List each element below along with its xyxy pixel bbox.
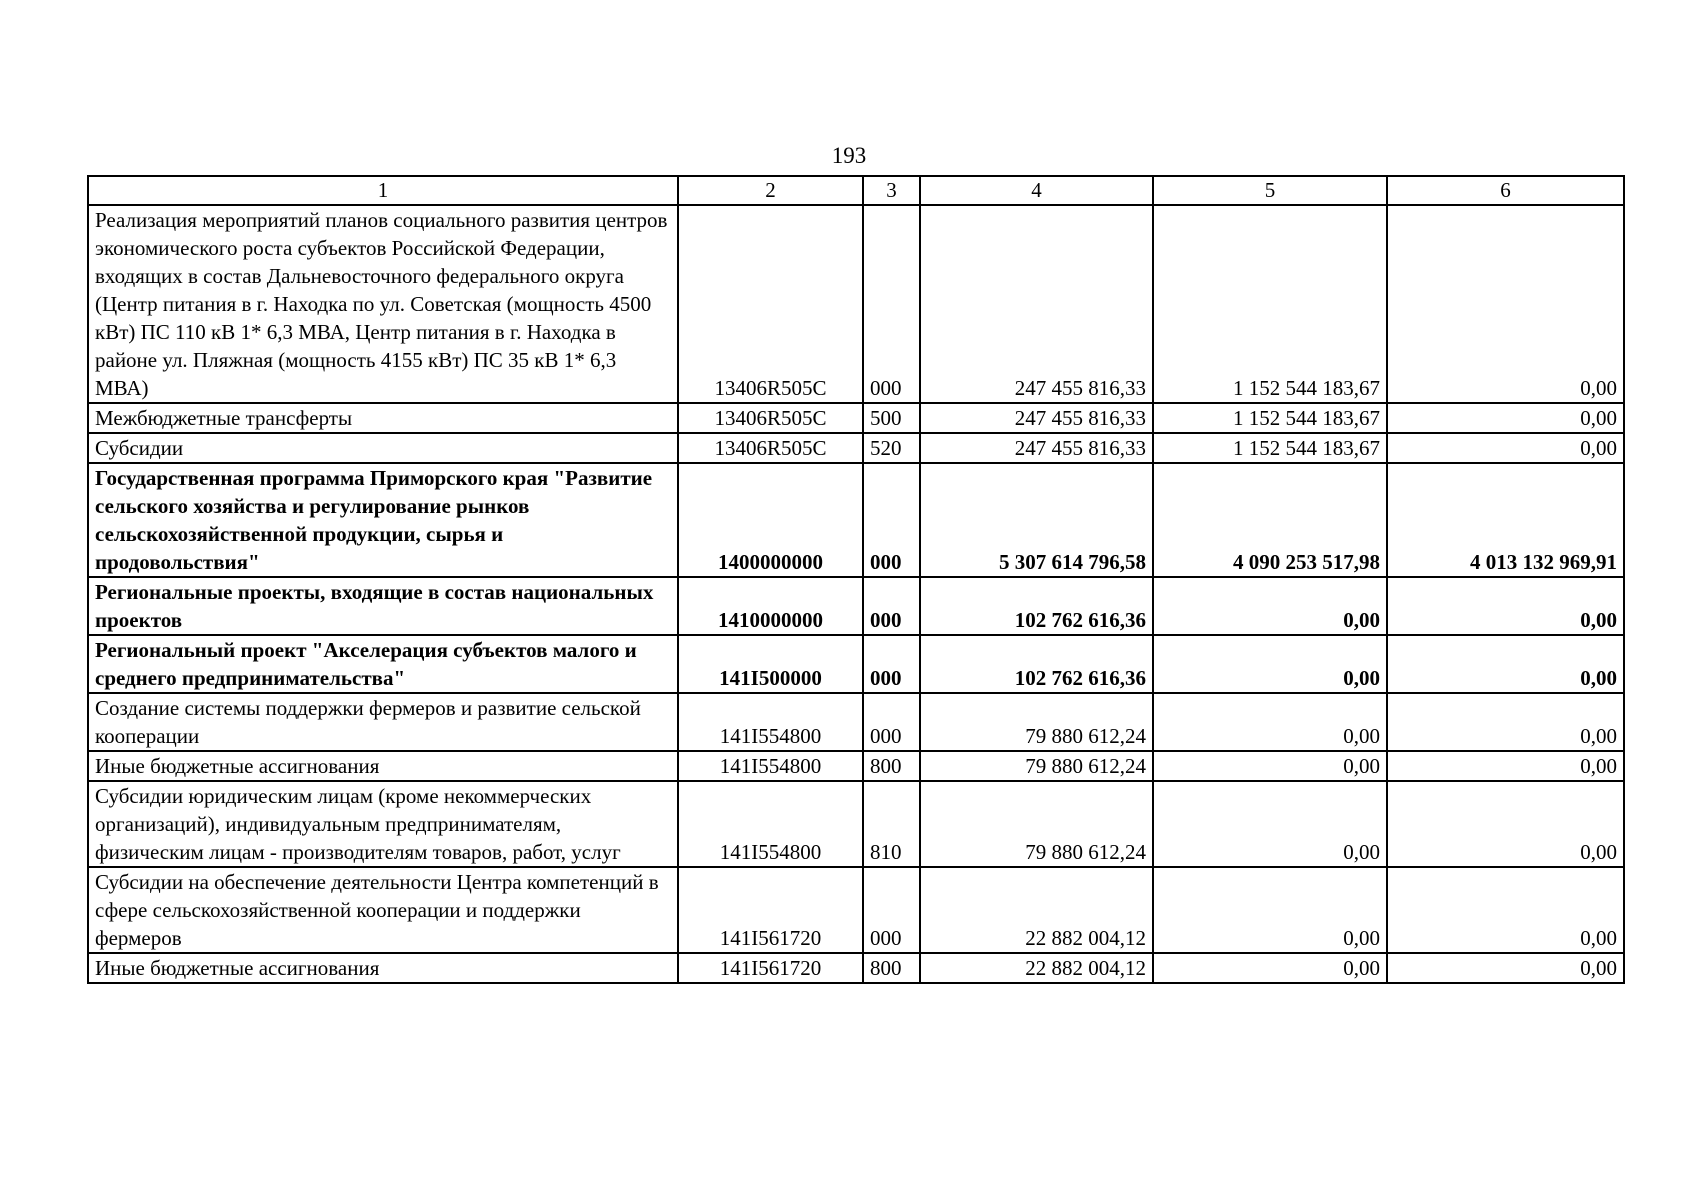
expense-type-cell: 000 xyxy=(863,463,920,577)
expense-type-cell: 520 xyxy=(863,433,920,463)
amount-cell-col6: 0,00 xyxy=(1387,781,1624,867)
target-code-cell: 141I554800 xyxy=(678,751,863,781)
target-code-cell: 13406R505C xyxy=(678,433,863,463)
amount-cell-col6: 0,00 xyxy=(1387,403,1624,433)
target-code-cell: 141I561720 xyxy=(678,953,863,983)
amount-cell-col4: 102 762 616,36 xyxy=(920,577,1153,635)
table-row xyxy=(88,205,1624,403)
amount-cell-col4: 79 880 612,24 xyxy=(920,781,1153,867)
table-row xyxy=(88,751,1624,781)
amount-cell-col6: 0,00 xyxy=(1387,433,1624,463)
amount-cell-col4: 247 455 816,33 xyxy=(920,205,1153,403)
row-name-cell: Субсидии xyxy=(88,433,678,463)
amount-cell-col4: 22 882 004,12 xyxy=(920,867,1153,953)
target-code-cell: 1400000000 xyxy=(678,463,863,577)
amount-cell-col6: 4 013 132 969,91 xyxy=(1387,463,1624,577)
amount-cell-col4: 102 762 616,36 xyxy=(920,635,1153,693)
column-header: 5 xyxy=(1153,176,1387,205)
amount-cell-col5: 0,00 xyxy=(1153,751,1387,781)
column-number-row xyxy=(88,176,1624,205)
column-header: 4 xyxy=(920,176,1153,205)
amount-cell-col5: 0,00 xyxy=(1153,635,1387,693)
table-row xyxy=(88,463,1624,577)
amount-cell-col5: 0,00 xyxy=(1153,693,1387,751)
amount-cell-col6: 0,00 xyxy=(1387,577,1624,635)
amount-cell-col4: 79 880 612,24 xyxy=(920,751,1153,781)
column-header: 1 xyxy=(88,176,678,205)
table-row xyxy=(88,635,1624,693)
row-name-cell: Реализация мероприятий планов социального развития центров экономического роста субъектов Российской Федерации, входящих в состав Дальневосточного федерального округа (Центр питания в г. Находка по ул. Советская (мощность 4500 кВт) ПС 110 кВ 1* 6,3 МВА, Центр питания в г. Находка в районе ул. Пляжная (мощность 4155 кВт) ПС 35 кВ 1* 6,3 МВА) xyxy=(88,205,678,403)
row-name-cell: Региональные проекты, входящие в состав национальных проектов xyxy=(88,577,678,635)
expense-type-cell: 000 xyxy=(863,635,920,693)
amount-cell-col6: 0,00 xyxy=(1387,635,1624,693)
expense-type-cell: 810 xyxy=(863,781,920,867)
target-code-cell: 141I554800 xyxy=(678,693,863,751)
amount-cell-col5: 0,00 xyxy=(1153,867,1387,953)
table-row xyxy=(88,693,1624,751)
target-code-cell: 141I500000 xyxy=(678,635,863,693)
row-name-cell: Межбюджетные трансферты xyxy=(88,403,678,433)
expense-type-cell: 000 xyxy=(863,867,920,953)
column-header: 3 xyxy=(863,176,920,205)
target-code-cell: 141I561720 xyxy=(678,867,863,953)
budget-table xyxy=(87,175,1625,984)
amount-cell-col5: 4 090 253 517,98 xyxy=(1153,463,1387,577)
expense-type-cell: 000 xyxy=(863,577,920,635)
expense-type-cell: 800 xyxy=(863,751,920,781)
amount-cell-col4: 247 455 816,33 xyxy=(920,403,1153,433)
target-code-cell: 13406R505C xyxy=(678,403,863,433)
amount-cell-col4: 22 882 004,12 xyxy=(920,953,1153,983)
amount-cell-col4: 247 455 816,33 xyxy=(920,433,1153,463)
amount-cell-col6: 0,00 xyxy=(1387,953,1624,983)
row-name-cell: Иные бюджетные ассигнования xyxy=(88,751,678,781)
expense-type-cell: 800 xyxy=(863,953,920,983)
table-row xyxy=(88,781,1624,867)
amount-cell-col4: 5 307 614 796,58 xyxy=(920,463,1153,577)
table-row xyxy=(88,867,1624,953)
page-number: 193 xyxy=(831,143,867,168)
row-name-cell: Субсидии юридическим лицам (кроме некоммерческих организаций), индивидуальным предпринимателям, физическим лицам - производителям товаров, работ, услуг xyxy=(88,781,678,867)
amount-cell-col5: 0,00 xyxy=(1153,577,1387,635)
table-row xyxy=(88,953,1624,983)
table-row xyxy=(88,433,1624,463)
amount-cell-col5: 1 152 544 183,67 xyxy=(1153,433,1387,463)
target-code-cell: 1410000000 xyxy=(678,577,863,635)
amount-cell-col4: 79 880 612,24 xyxy=(920,693,1153,751)
target-code-cell: 141I554800 xyxy=(678,781,863,867)
table-row xyxy=(88,403,1624,433)
amount-cell-col6: 0,00 xyxy=(1387,751,1624,781)
table-row xyxy=(88,577,1624,635)
table-body xyxy=(88,205,1624,983)
column-header: 2 xyxy=(678,176,863,205)
expense-type-cell: 000 xyxy=(863,205,920,403)
expense-type-cell: 500 xyxy=(863,403,920,433)
amount-cell-col5: 1 152 544 183,67 xyxy=(1153,403,1387,433)
amount-cell-col6: 0,00 xyxy=(1387,205,1624,403)
amount-cell-col6: 0,00 xyxy=(1387,867,1624,953)
amount-cell-col5: 1 152 544 183,67 xyxy=(1153,205,1387,403)
row-name-cell: Иные бюджетные ассигнования xyxy=(88,953,678,983)
amount-cell-col5: 0,00 xyxy=(1153,953,1387,983)
column-header: 6 xyxy=(1387,176,1624,205)
expense-type-cell: 000 xyxy=(863,693,920,751)
row-name-cell: Государственная программа Приморского края "Развитие сельского хозяйства и регулирование рынков сельскохозяйственной продукции, сырья и продовольствия" xyxy=(88,463,678,577)
row-name-cell: Региональный проект "Акселерация субъектов малого и среднего предпринимательства" xyxy=(88,635,678,693)
row-name-cell: Создание системы поддержки фермеров и развитие сельской кооперации xyxy=(88,693,678,751)
amount-cell-col6: 0,00 xyxy=(1387,693,1624,751)
row-name-cell: Субсидии на обеспечение деятельности Центра компетенций в сфере сельскохозяйственной кооперации и поддержки фермеров xyxy=(88,867,678,953)
target-code-cell: 13406R505C xyxy=(678,205,863,403)
amount-cell-col5: 0,00 xyxy=(1153,781,1387,867)
